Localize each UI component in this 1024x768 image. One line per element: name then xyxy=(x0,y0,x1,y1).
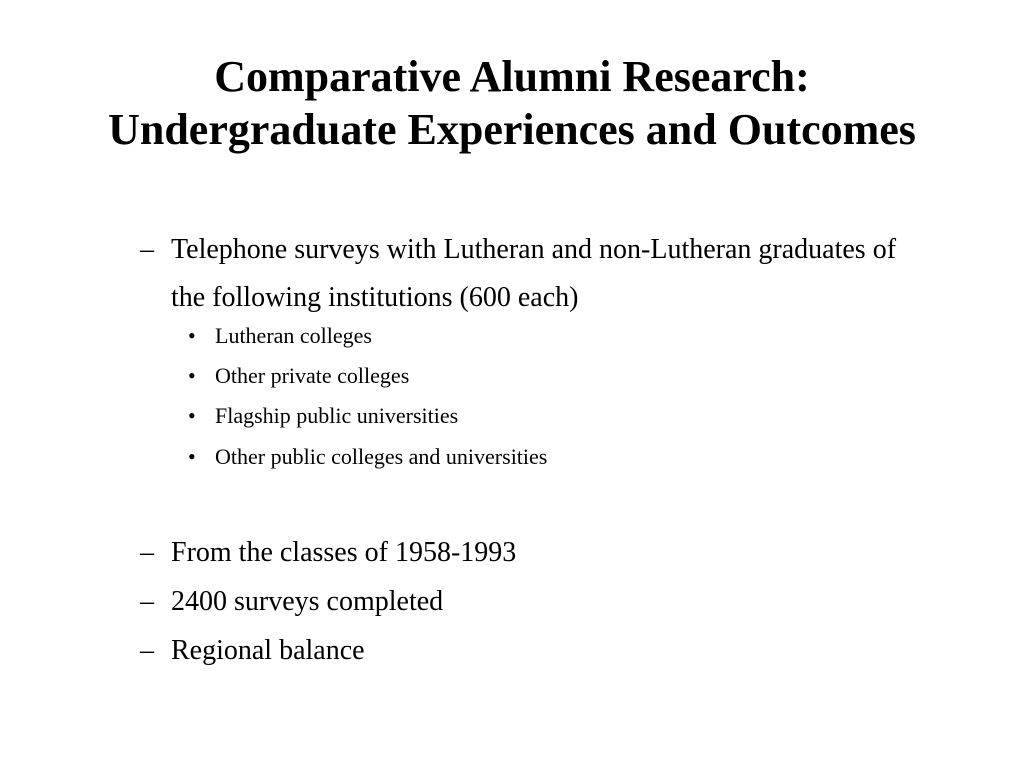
bullet-marker: • xyxy=(188,323,196,348)
bullet-text: 2400 surveys completed xyxy=(171,586,444,617)
bullet-text: Telephone surveys with Lutheran and non-Lutheran graduates of the following institutions (600 each) xyxy=(171,234,897,313)
bullet-marker: • xyxy=(188,444,196,469)
slide-title: Comparative Alumni Research: Undergraduate Experiences and Outcomes xyxy=(108,52,916,154)
dash-marker: – xyxy=(140,537,154,568)
sub-bullet-other-public-colleges xyxy=(188,443,888,471)
sub-bullet-text: Flagship public universities xyxy=(215,403,459,428)
bullet-marker: • xyxy=(188,403,196,428)
sub-bullet-flagship-public-universities xyxy=(188,402,888,430)
dash-marker: – xyxy=(140,635,154,666)
bullet-surveys-completed xyxy=(140,578,920,626)
sub-bullet-text: Lutheran colleges xyxy=(215,323,372,348)
bullet-marker: • xyxy=(188,363,196,388)
bullet-regional-balance xyxy=(140,627,920,675)
dash-marker: – xyxy=(140,586,154,617)
bullet-text: From the classes of 1958-1993 xyxy=(171,537,517,568)
sub-bullet-other-private-colleges xyxy=(188,362,888,390)
sub-bullet-text: Other private colleges xyxy=(215,363,410,388)
bullet-text: Regional balance xyxy=(171,635,365,666)
dash-marker: – xyxy=(140,234,154,265)
sub-bullet-lutheran-colleges xyxy=(188,322,888,350)
sub-bullet-text: Other public colleges and universities xyxy=(215,444,548,469)
bullet-telephone-surveys xyxy=(140,226,920,322)
bullet-classes xyxy=(140,529,920,577)
